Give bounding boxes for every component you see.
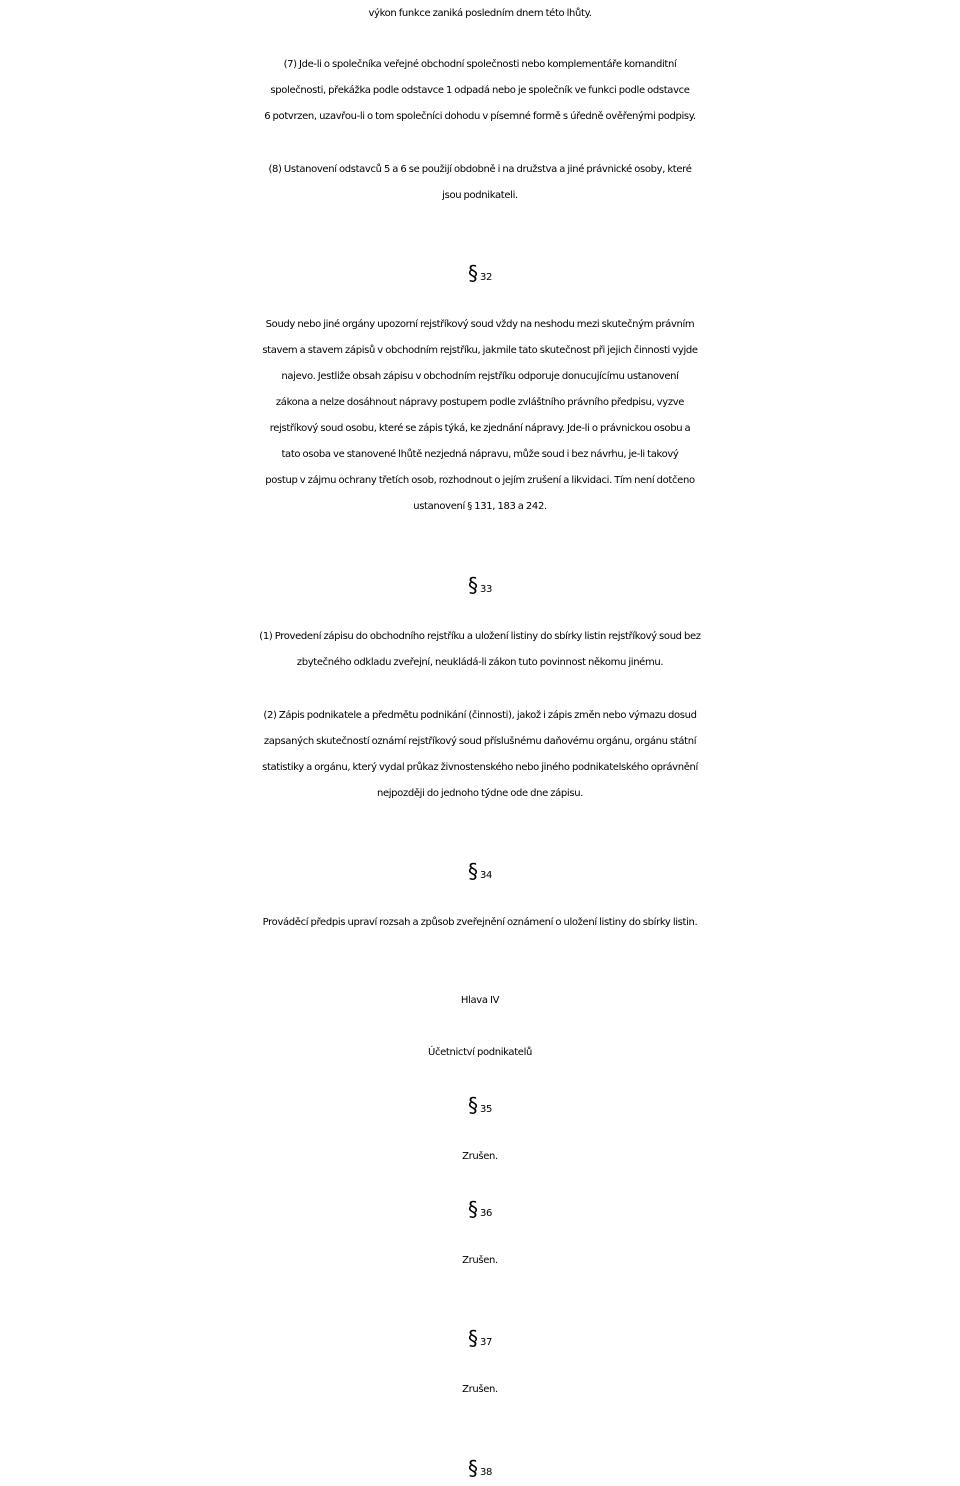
chapter-heading: Hlava IV	[460, 995, 500, 1006]
section-sign-icon: §	[467, 1093, 478, 1117]
section-number: 33	[479, 584, 493, 595]
section-34-body: Prováděcí předpis upraví rozsah a způsob zveřejnění oznámení o uložení listiny do sbírky listin.	[262, 917, 698, 928]
section-heading-33	[0, 572, 960, 603]
text-line: společnosti, překážka podle odstavce 1 odpadá nebo je společník ve funkci podle odstavce	[270, 85, 690, 96]
text-line: zbytečného odkladu zveřejní, neukládá-li zákon tuto povinnost někomu jinému.	[296, 657, 664, 668]
text-line: nejpozději do jednoho týdne ode dne zápisu.	[376, 788, 584, 799]
section-heading-37	[0, 1325, 960, 1356]
text-line: stavem a stavem zápisů v obchodním rejstříku, jakmile tato skutečnost při jejich činnosti vyjde	[262, 345, 698, 356]
text-line: ustanovení § 131, 183 a 242.	[413, 501, 547, 512]
text-line: zapsaných skutečností oznámí rejstříkový soud příslušnému daňovému orgánu, orgánu státní	[263, 736, 697, 747]
section-sign-icon: §	[467, 1326, 478, 1350]
text-line: (7) Jde-li o společníka veřejné obchodní společnosti nebo komplementáře komanditní	[283, 59, 677, 70]
text-line: (1) Provedení zápisu do obchodního rejstříku a uložení listiny do sbírky listin rejstříkový soud bez	[259, 631, 701, 642]
text-line: (8) Ustanovení odstavců 5 a 6 se použijí obdobně i na družstva a jiné právnické osoby, které	[268, 164, 692, 175]
section-sign-icon: §	[467, 573, 478, 597]
section-number: 36	[479, 1208, 493, 1219]
section-sign-icon: §	[467, 1456, 478, 1480]
section-35-status: Zrušen.	[462, 1151, 498, 1162]
text-line: tato osoba ve stanovené lhůtě nezjedná nápravu, může soud i bez návrhu, je-li takový	[281, 449, 679, 460]
text-line: 6 potvrzen, uzavřou-li o tom společníci dohodu v písemné formě s úředně ověřenými podpisy.	[264, 111, 696, 122]
text-line: (2) Zápis podnikatele a předmětu podnikání (činnosti), jakož i zápis změn nebo výmazu dosud	[263, 710, 697, 721]
text-line: jsou podnikateli.	[442, 190, 518, 201]
text-line: rejstříkový soud osobu, které se zápis týká, ke zjednání nápravy. Jde-li o právnickou osobu a	[269, 423, 691, 434]
section-heading-34	[0, 858, 960, 889]
text-line: postup v zájmu ochrany třetích osob, rozhodnout o jejím zrušení a likvidaci. Tím není dotčeno	[265, 475, 695, 486]
section-heading-32	[0, 260, 960, 291]
section-number: 37	[479, 1337, 493, 1348]
text-line: statistiky a orgánu, který vydal průkaz živnostenského nebo jiného podnikatelského oprávnění	[262, 762, 698, 773]
section-number: 38	[479, 1467, 493, 1478]
section-number: 34	[479, 870, 493, 881]
section-number: 35	[479, 1104, 493, 1115]
section-sign-icon: §	[467, 261, 478, 285]
section-heading-38	[0, 1455, 960, 1486]
section-heading-35	[0, 1092, 960, 1123]
text-line: zákona a nelze dosáhnout nápravy postupem podle zvláštního právního předpisu, vyzve	[275, 397, 685, 408]
section-number: 32	[479, 272, 493, 283]
text-line: Soudy nebo jiné orgány upozorní rejstříkový soud vždy na neshodu mezi skutečným právním	[265, 319, 695, 330]
section-36-status: Zrušen.	[462, 1255, 498, 1266]
chapter-title: Účetnictví podnikatelů	[428, 1047, 532, 1058]
text-line: najevo. Jestliže obsah zápisu v obchodním rejstříku odporuje donucujícímu ustanovení	[281, 371, 679, 382]
section-sign-icon: §	[467, 1197, 478, 1221]
section-sign-icon: §	[467, 859, 478, 883]
text-line-lhuta: výkon funkce zaniká posledním dnem této lhůty.	[368, 8, 592, 19]
section-heading-36	[0, 1196, 960, 1227]
section-37-status: Zrušen.	[462, 1384, 498, 1395]
